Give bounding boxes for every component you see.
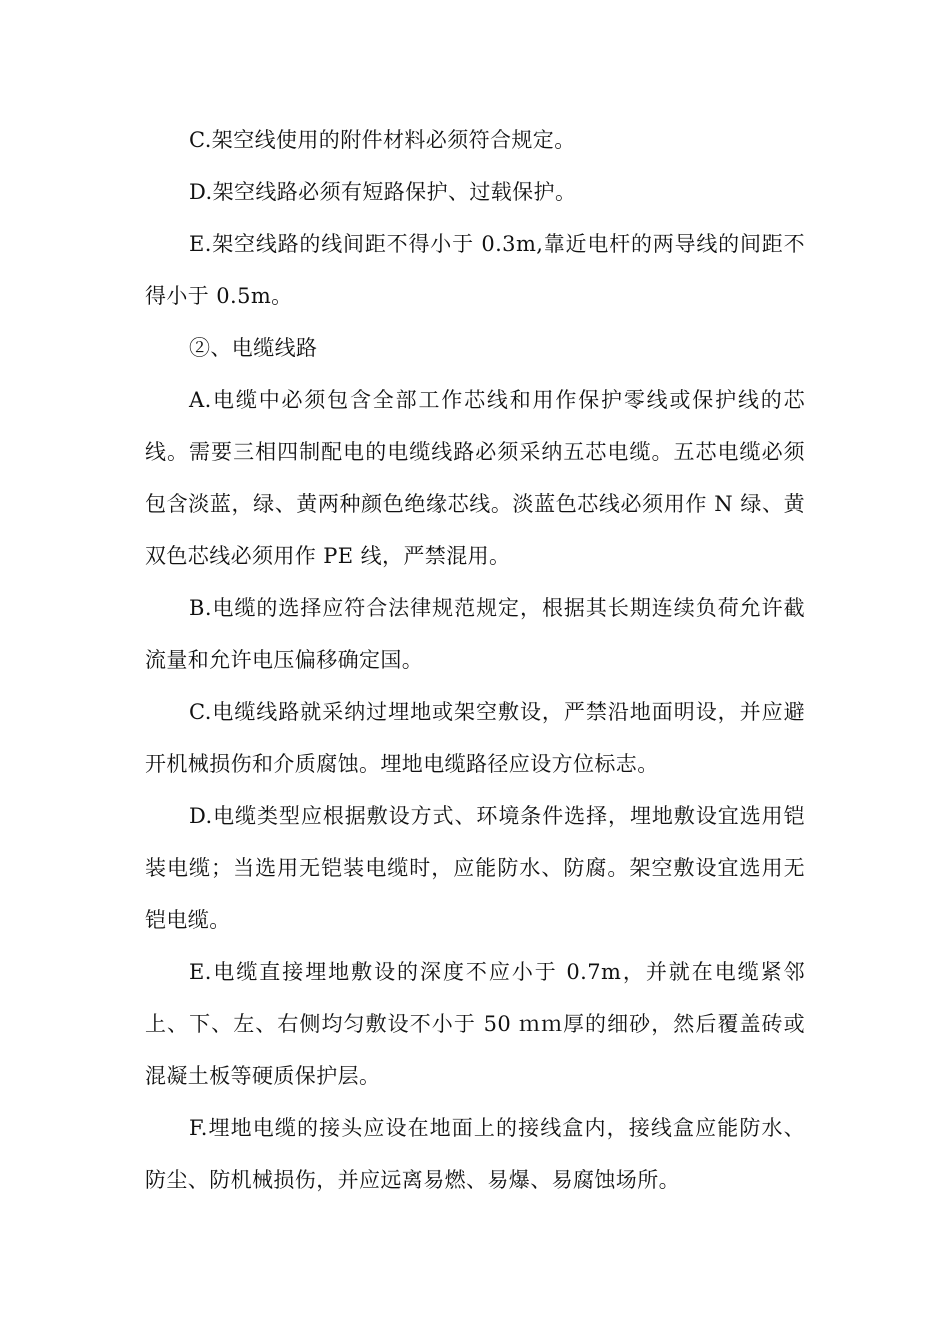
paragraph-e-cable-burial-depth: E.电缆直接埋地敷设的深度不应小于 0.7m，并就在电缆紧邻上、下、左、右侧均匀敷设不小于 50 ｍｍ厚的细砂，然后覆盖砖或混凝土板等硬质保护层。 [145,960,805,1088]
paragraph-a-cable-cores: A.电缆中必须包含全部工作芯线和用作保护零线或保护线的芯线。需要三相四制配电的电缆线路必须采纳五芯电缆。五芯电缆必须包含淡蓝，绿、黄两种颜色绝缘芯线。淡蓝色芯线必须用作 N 绿、黄双色芯线必须用作 PE 线，严禁混用。 [145,388,805,568]
document-page [145,114,805,1206]
paragraph-e-overhead-spacing: E.架空线路的线间距不得小于 0.3m,靠近电杆的两导线的间距不得小于 0.5m。 [145,232,805,308]
paragraph-b-cable-selection: B.电缆的选择应符合法律规范规定，根据其长期连续负荷允许截流量和允许电压偏移确定国。 [145,596,805,672]
section-heading-cable-lines: ②、电缆线路 [189,336,318,360]
paragraph-d-overhead-protection: D.架空线路必须有短路保护、过载保护。 [189,180,577,204]
paragraph-d-cable-type: D.电缆类型应根据敷设方式、环境条件选择，埋地敷设宜选用铠装电缆；当选用无铠装电缆时，应能防水、防腐。架空敷设宜选用无铠电缆。 [145,804,805,932]
paragraph-c-overhead-fittings: C.架空线使用的附件材料必须符合规定。 [189,128,576,152]
paragraph-c-cable-laying: C.电缆线路就采纳过埋地或架空敷设，严禁沿地面明设，并应避开机械损伤和介质腐蚀。埋地电缆路径应设方位标志。 [145,700,805,776]
paragraph-f-cable-joints: F.埋地电缆的接头应设在地面上的接线盒内，接线盒应能防水、防尘、防机械损伤，并应远离易燃、易爆、易腐蚀场所。 [145,1116,805,1192]
